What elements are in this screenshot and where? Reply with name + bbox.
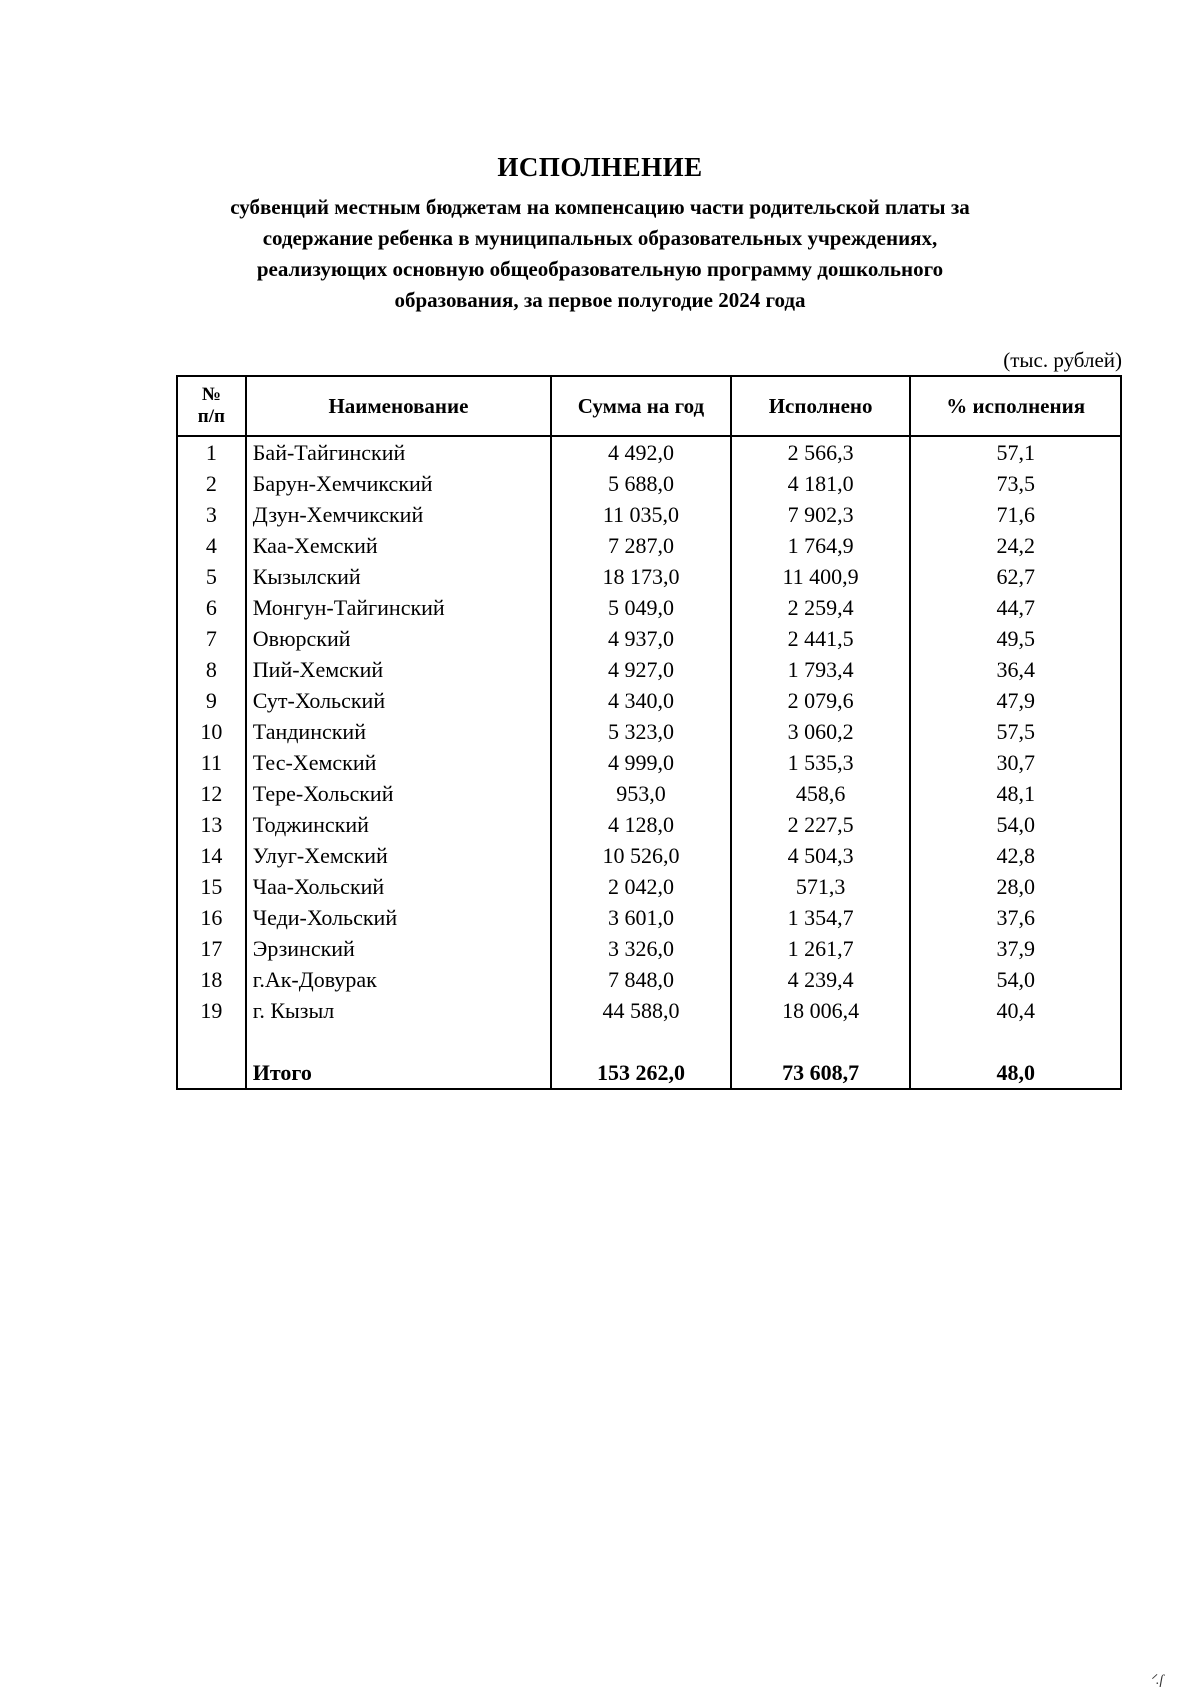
header-number-sign: № — [201, 384, 221, 405]
cell-name: Тере-Хольский — [246, 778, 551, 809]
table-row — [177, 436, 1121, 468]
cell-annual: 11 035,0 — [551, 499, 731, 530]
subtitle-line: образования, за первое полугодие 2024 года — [394, 288, 806, 312]
cell-annual: 4 937,0 — [551, 623, 731, 654]
cell-annual: 953,0 — [551, 778, 731, 809]
cell-executed: 2 079,6 — [731, 685, 911, 716]
cell-executed: 11 400,9 — [731, 561, 911, 592]
cell-annual: 4 927,0 — [551, 654, 731, 685]
total-row — [177, 1057, 1121, 1089]
cell-annual: 5 688,0 — [551, 468, 731, 499]
cell-percent: 24,2 — [910, 530, 1121, 561]
cell-number: 10 — [177, 716, 246, 747]
cell-name: Овюрский — [246, 623, 551, 654]
spacer-cell — [731, 1026, 911, 1057]
total-executed: 73 608,7 — [731, 1057, 911, 1089]
cell-executed: 1 261,7 — [731, 933, 911, 964]
cell-annual: 4 492,0 — [551, 436, 731, 468]
subtitle-line: реализующих основную общеобразовательную программу дошкольного — [256, 257, 944, 281]
cell-executed: 2 441,5 — [731, 623, 911, 654]
document-title: ИСПОЛНЕНИЕ — [497, 152, 703, 182]
cell-name: Бай-Тайгинский — [246, 436, 551, 468]
table-header-row — [177, 376, 1121, 436]
cell-annual: 7 848,0 — [551, 964, 731, 995]
cell-name: Монгун-Тайгинский — [246, 592, 551, 623]
cell-executed: 18 006,4 — [731, 995, 911, 1026]
cell-percent: 37,6 — [910, 902, 1121, 933]
table-row — [177, 561, 1121, 592]
total-annual: 153 262,0 — [551, 1057, 731, 1089]
header-name: Наименование — [246, 376, 551, 436]
table-row — [177, 840, 1121, 871]
table-row — [177, 871, 1121, 902]
subtitle-line: содержание ребенка в муниципальных образовательных учреждениях, — [262, 226, 938, 250]
cell-name: г.Ак-Довурак — [246, 964, 551, 995]
total-percent: 48,0 — [910, 1057, 1121, 1089]
corner-mark: ᐟ.ſ — [1150, 1673, 1164, 1688]
cell-percent: 48,1 — [910, 778, 1121, 809]
cell-percent: 54,0 — [910, 964, 1121, 995]
table-row — [177, 933, 1121, 964]
table-row — [177, 623, 1121, 654]
cell-executed: 4 181,0 — [731, 468, 911, 499]
cell-executed: 3 060,2 — [731, 716, 911, 747]
cell-percent: 30,7 — [910, 747, 1121, 778]
spacer-cell — [910, 1026, 1121, 1057]
execution-table — [176, 375, 1122, 1090]
cell-number: 1 — [177, 436, 246, 468]
table-row — [177, 530, 1121, 561]
header-percent: % исполнения — [910, 376, 1121, 436]
cell-percent: 57,5 — [910, 716, 1121, 747]
cell-percent: 54,0 — [910, 809, 1121, 840]
cell-number: 14 — [177, 840, 246, 871]
cell-name: Пий-Хемский — [246, 654, 551, 685]
cell-executed: 1 764,9 — [731, 530, 911, 561]
cell-name: Тандинский — [246, 716, 551, 747]
cell-name: Кызылский — [246, 561, 551, 592]
cell-number: 9 — [177, 685, 246, 716]
cell-percent: 62,7 — [910, 561, 1121, 592]
cell-number: 19 — [177, 995, 246, 1026]
cell-annual: 44 588,0 — [551, 995, 731, 1026]
cell-annual: 3 326,0 — [551, 933, 731, 964]
table-row — [177, 499, 1121, 530]
cell-executed: 2 259,4 — [731, 592, 911, 623]
cell-number: 7 — [177, 623, 246, 654]
cell-number: 5 — [177, 561, 246, 592]
header-annual: Сумма на год — [551, 376, 731, 436]
cell-annual: 4 340,0 — [551, 685, 731, 716]
table-row — [177, 964, 1121, 995]
document-subtitle — [170, 192, 1030, 316]
cell-annual: 5 323,0 — [551, 716, 731, 747]
total-number — [177, 1057, 246, 1089]
table-row — [177, 592, 1121, 623]
cell-name: Чеди-Хольский — [246, 902, 551, 933]
cell-executed: 4 504,3 — [731, 840, 911, 871]
cell-annual: 18 173,0 — [551, 561, 731, 592]
cell-name: г. Кызыл — [246, 995, 551, 1026]
header-number — [177, 376, 246, 436]
cell-executed: 1 535,3 — [731, 747, 911, 778]
spacer-cell — [551, 1026, 731, 1057]
cell-executed: 571,3 — [731, 871, 911, 902]
cell-percent: 44,7 — [910, 592, 1121, 623]
cell-name: Тоджинский — [246, 809, 551, 840]
cell-annual: 2 042,0 — [551, 871, 731, 902]
cell-executed: 2 566,3 — [731, 436, 911, 468]
cell-annual: 7 287,0 — [551, 530, 731, 561]
table-row — [177, 468, 1121, 499]
spacer-cell — [177, 1026, 246, 1057]
cell-percent: 40,4 — [910, 995, 1121, 1026]
table-row — [177, 778, 1121, 809]
cell-annual: 4 128,0 — [551, 809, 731, 840]
table-row — [177, 809, 1121, 840]
cell-number: 11 — [177, 747, 246, 778]
cell-number: 8 — [177, 654, 246, 685]
cell-name: Улуг-Хемский — [246, 840, 551, 871]
cell-number: 12 — [177, 778, 246, 809]
cell-executed: 2 227,5 — [731, 809, 911, 840]
cell-annual: 10 526,0 — [551, 840, 731, 871]
cell-executed: 1 354,7 — [731, 902, 911, 933]
cell-executed: 458,6 — [731, 778, 911, 809]
cell-executed: 7 902,3 — [731, 499, 911, 530]
cell-percent: 71,6 — [910, 499, 1121, 530]
cell-number: 18 — [177, 964, 246, 995]
subtitle-line: субвенций местным бюджетам на компенсацию части родительской платы за — [230, 195, 970, 219]
table-row — [177, 747, 1121, 778]
spacer-row — [177, 1026, 1121, 1057]
cell-percent: 49,5 — [910, 623, 1121, 654]
cell-percent: 57,1 — [910, 436, 1121, 468]
header-executed: Исполнено — [731, 376, 911, 436]
cell-percent: 73,5 — [910, 468, 1121, 499]
cell-name: Барун-Хемчикский — [246, 468, 551, 499]
cell-annual: 3 601,0 — [551, 902, 731, 933]
cell-percent: 36,4 — [910, 654, 1121, 685]
cell-name: Тес-Хемский — [246, 747, 551, 778]
total-label: Итого — [246, 1057, 551, 1089]
cell-number: 2 — [177, 468, 246, 499]
table-row — [177, 654, 1121, 685]
units-label: (тыс. рублей) — [1003, 348, 1122, 372]
cell-annual: 4 999,0 — [551, 747, 731, 778]
cell-annual: 5 049,0 — [551, 592, 731, 623]
table-row — [177, 902, 1121, 933]
header-number-abbr: п/п — [197, 406, 225, 427]
table-row — [177, 685, 1121, 716]
cell-percent: 42,8 — [910, 840, 1121, 871]
cell-name: Сут-Хольский — [246, 685, 551, 716]
cell-number: 6 — [177, 592, 246, 623]
cell-number: 13 — [177, 809, 246, 840]
cell-name: Эрзинский — [246, 933, 551, 964]
cell-percent: 47,9 — [910, 685, 1121, 716]
spacer-cell — [246, 1026, 551, 1057]
cell-name: Чаа-Хольский — [246, 871, 551, 902]
cell-number: 3 — [177, 499, 246, 530]
table-row — [177, 716, 1121, 747]
cell-name: Каа-Хемский — [246, 530, 551, 561]
cell-number: 15 — [177, 871, 246, 902]
cell-executed: 1 793,4 — [731, 654, 911, 685]
cell-name: Дзун-Хемчикский — [246, 499, 551, 530]
cell-number: 4 — [177, 530, 246, 561]
cell-percent: 37,9 — [910, 933, 1121, 964]
cell-number: 16 — [177, 902, 246, 933]
table-body — [177, 436, 1121, 1089]
cell-percent: 28,0 — [910, 871, 1121, 902]
cell-executed: 4 239,4 — [731, 964, 911, 995]
table-row — [177, 995, 1121, 1026]
cell-number: 17 — [177, 933, 246, 964]
